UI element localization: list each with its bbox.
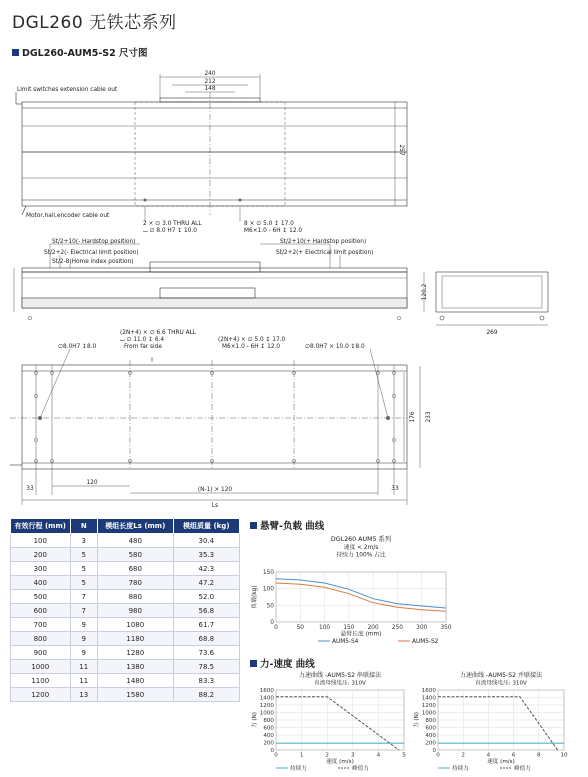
cable-bottom-label: Motor,hall,encoder cable out (26, 213, 110, 219)
legend-label: AUM5-S4 (332, 639, 359, 645)
table-cell: 1380 (98, 660, 174, 674)
table-cell: 5 (70, 576, 97, 590)
table-cell: 83.3 (173, 674, 239, 688)
x-tick-label: 2 (461, 752, 465, 759)
dim-148: 148 (204, 86, 216, 92)
table-row (11, 534, 240, 548)
table-cell: 1000 (11, 660, 71, 674)
chart-subtitle: 直流母线电压: 310V (475, 680, 527, 687)
hole-a2: ⌴ ∅ 8.0 H7 ↧ 10.0 (143, 228, 197, 234)
table-row (11, 660, 240, 674)
series-line-1 (276, 583, 446, 611)
chart-subtitle: 速度 < 2m/s (343, 544, 379, 551)
series-line-0 (276, 579, 446, 608)
y-tick-label: 150 (262, 570, 274, 576)
lbl-hardstop-r: St/2+10(+ Hardstop position) (280, 239, 367, 245)
table-cell: 11 (70, 674, 97, 688)
table-cell: 1100 (11, 674, 71, 688)
end-view (424, 272, 548, 325)
table-row (11, 576, 240, 590)
chart-subtitle-2: 持续力 100% 占比 (336, 552, 386, 559)
table-row (11, 548, 240, 562)
table-cell: 1480 (98, 674, 174, 688)
table-row (11, 604, 240, 618)
table-cell: 7 (70, 604, 97, 618)
table-cell: 5 (70, 562, 97, 576)
x-tick-label: 150 (343, 624, 355, 631)
lbl-index: St/2-8(Home index position) (52, 259, 134, 265)
y-tick-label: 400 (263, 733, 274, 739)
lbl-elec-l: St/2+2(- Electrical limit position) (44, 250, 139, 256)
table-cell: 1280 (98, 646, 174, 660)
col-length: 模组长度Ls (mm) (98, 519, 174, 534)
table-cell: 1200 (11, 688, 71, 702)
table-cell: 35.3 (173, 548, 239, 562)
table-cell: 13 (70, 688, 97, 702)
table-cell: 800 (11, 632, 71, 646)
dim-33-left: 33 (26, 486, 34, 492)
bv-hole-c1: (2N+4) × ∅ 6.6 THRU ALL (120, 330, 197, 336)
hole-a1: 2 × ∅ 3.0 THRU ALL (143, 221, 202, 227)
dim-n-minus-1: (N-1) × 120 (197, 487, 233, 493)
table-cell: 11 (70, 660, 97, 674)
table-cell: 9 (70, 632, 97, 646)
dim-233: 233 (426, 411, 432, 423)
y-tick-label: 0 (270, 620, 274, 626)
drawing-title-text: DGL260-AUM5-S2 尺寸图 (22, 48, 148, 59)
table-cell: 61.7 (173, 618, 239, 632)
x-tick-label: 6 (511, 752, 516, 759)
hole-b2: M6×1.0 - 6H ↧ 12.0 (244, 228, 303, 234)
table-row (11, 632, 240, 646)
table-cell: 42.3 (173, 562, 239, 576)
table-row (11, 674, 240, 688)
y-tick-label: 800 (263, 718, 274, 724)
x-tick-label: 0 (274, 752, 278, 759)
table-cell: 56.8 (173, 604, 239, 618)
table-cell: 73.6 (173, 646, 239, 660)
x-tick-label: 350 (440, 624, 452, 631)
force-speed-chart-parallel (412, 670, 578, 774)
table-cell: 9 (70, 618, 97, 632)
legend-label: 峰值力 (352, 766, 369, 772)
dim-120: 120 (86, 480, 98, 486)
y-tick-label: 600 (263, 725, 274, 732)
chart-title: 力速曲线 -AUM5-S2 串联接法 (298, 672, 382, 679)
x-tick-label: 50 (296, 624, 304, 631)
x-tick-label: 8 (537, 752, 541, 759)
bv-hole-r: ∅8.0H7 × 10.0 ↧8.0 (305, 344, 365, 350)
y-tick-label: 600 (425, 725, 436, 732)
chart-subtitle: 直流母线电压: 310V (314, 680, 366, 687)
section-marker (250, 522, 257, 529)
table-cell: 9 (70, 646, 97, 660)
chart-title: DGL260 AUM5 系列 (330, 536, 392, 543)
table-cell: 47.2 (173, 576, 239, 590)
y-tick-label: 400 (425, 733, 436, 739)
y-tick-label: 200 (263, 740, 274, 747)
y-tick-label: 200 (425, 740, 436, 747)
table-cell: 200 (11, 548, 71, 562)
bv-hole-d1: (2N+4) × ∅ 5.0 ↧ 17.0 (218, 337, 286, 343)
col-stroke: 有效行程 (mm) (11, 519, 71, 534)
dim-240: 240 (204, 71, 216, 77)
table-cell: 900 (11, 646, 71, 660)
dim-ls: Ls (211, 503, 219, 509)
y-tick-label: 1200 (421, 703, 436, 709)
table-cell: 52.0 (173, 590, 239, 604)
force-speed-chart-series (250, 670, 410, 774)
lbl-elec-r: St/2+2(+ Electrical limit position) (276, 250, 374, 256)
speed-section-title (250, 656, 315, 670)
plot-frame (276, 572, 446, 622)
dim-212: 212 (204, 79, 216, 85)
x-tick-label: 4 (376, 752, 381, 759)
table-cell: 1180 (98, 632, 174, 646)
lbl-hardstop-l: St/2+10(- Hardstop position) (52, 239, 136, 245)
legend-label: 持续力 (452, 766, 469, 772)
table-cell: 500 (11, 590, 71, 604)
table-cell: 78.5 (173, 660, 239, 674)
x-axis-label: 速度 (m/s) (487, 759, 515, 766)
y-tick-label: 0 (270, 748, 274, 754)
y-tick-label: 50 (266, 603, 274, 610)
x-tick-label: 250 (391, 624, 403, 631)
y-tick-label: 1200 (259, 703, 274, 709)
table-cell: 700 (11, 618, 71, 632)
y-tick-label: 800 (425, 718, 436, 724)
table-cell: 780 (98, 576, 174, 590)
table-row (11, 646, 240, 660)
dim-33-right: 33 (391, 486, 399, 492)
y-axis-label: 力 (N) (414, 712, 420, 728)
top-view (16, 74, 407, 222)
table-row (11, 618, 240, 632)
table-cell: 1580 (98, 688, 174, 702)
legend-label: 峰值力 (514, 766, 531, 772)
table-row (11, 562, 240, 576)
bv-hole-d2: M6×1.0 - 6H ↧ 12.0 (222, 344, 281, 350)
table-cell: 5 (70, 548, 97, 562)
x-tick-label: 3 (351, 752, 355, 759)
table-cell: 100 (11, 534, 71, 548)
x-tick-label: 200 (367, 624, 379, 631)
x-tick-label: 4 (486, 752, 491, 759)
legend-label: 持续力 (290, 766, 307, 772)
bottom-view (10, 349, 420, 505)
dim-269: 269 (486, 330, 498, 336)
legend-label: AUM5-S2 (412, 639, 439, 645)
table-cell: 300 (11, 562, 71, 576)
y-tick-label: 1600 (421, 688, 436, 694)
chart-title: 力速曲线 -AUM5-S2 并联接法 (459, 672, 543, 679)
y-tick-label: 1000 (259, 710, 274, 717)
y-axis-label: 力 (N) (252, 712, 258, 728)
dim-120-2: 120.2 (422, 283, 428, 301)
hole-b1: 8 × ∅ 5.0 ↧ 17.0 (244, 221, 294, 227)
x-tick-label: 0 (274, 624, 278, 631)
bv-hole-l: ∅8.0H7 ↧8.0 (58, 344, 97, 350)
load-chart (248, 530, 468, 650)
table-cell: 1080 (98, 618, 174, 632)
table-header-row (11, 519, 240, 534)
x-tick-label: 100 (319, 624, 331, 631)
col-n: N (70, 519, 97, 534)
x-tick-label: 5 (402, 752, 406, 759)
y-tick-label: 1000 (421, 710, 436, 717)
load-section-text: 悬臂-负载 曲线 (260, 521, 325, 532)
x-tick-label: 1 (299, 752, 304, 759)
y-tick-label: 100 (262, 586, 274, 593)
table-cell: 68.8 (173, 632, 239, 646)
dim-176: 176 (410, 411, 416, 423)
table-cell: 880 (98, 590, 174, 604)
table-row (11, 590, 240, 604)
table-cell: 980 (98, 604, 174, 618)
table-row (11, 688, 240, 702)
section-marker (250, 660, 257, 667)
table-cell: 400 (11, 576, 71, 590)
cable-top-label: Limit switches extension cable out (17, 87, 118, 93)
table-cell: 480 (98, 534, 174, 548)
x-tick-label: 300 (416, 624, 428, 631)
page-title: DGL260 无铁芯系列 (12, 13, 177, 33)
table-cell: 600 (11, 604, 71, 618)
bv-hole-c2: ⌴ ∅ 11.0 ↧ 6.4 (120, 337, 165, 343)
y-tick-label: 1400 (421, 695, 436, 702)
table-cell: 30.4 (173, 534, 239, 548)
table-cell: 88.2 (173, 688, 239, 702)
x-tick-label: 2 (325, 752, 329, 759)
spec-table (10, 518, 240, 702)
y-tick-label: 1600 (259, 688, 274, 694)
table-cell: 580 (98, 548, 174, 562)
table-cell: 3 (70, 534, 97, 548)
x-tick-label: 0 (436, 752, 440, 759)
y-tick-label: 0 (432, 748, 436, 754)
y-tick-label: 1400 (259, 695, 274, 702)
col-mass: 模组质量 (kg) (173, 519, 239, 534)
table-cell: 7 (70, 590, 97, 604)
x-axis-label: 速度 (m/s) (326, 759, 354, 766)
x-tick-label: 10 (560, 752, 568, 759)
table-cell: 680 (98, 562, 174, 576)
speed-section-text: 力-速度 曲线 (260, 659, 315, 670)
x-axis-label: 悬臂长度 (mm) (340, 631, 382, 638)
dim-257: 257 (398, 144, 404, 156)
bv-hole-c3: From far side (124, 344, 162, 350)
y-axis-label: 负载(kg) (252, 585, 258, 609)
